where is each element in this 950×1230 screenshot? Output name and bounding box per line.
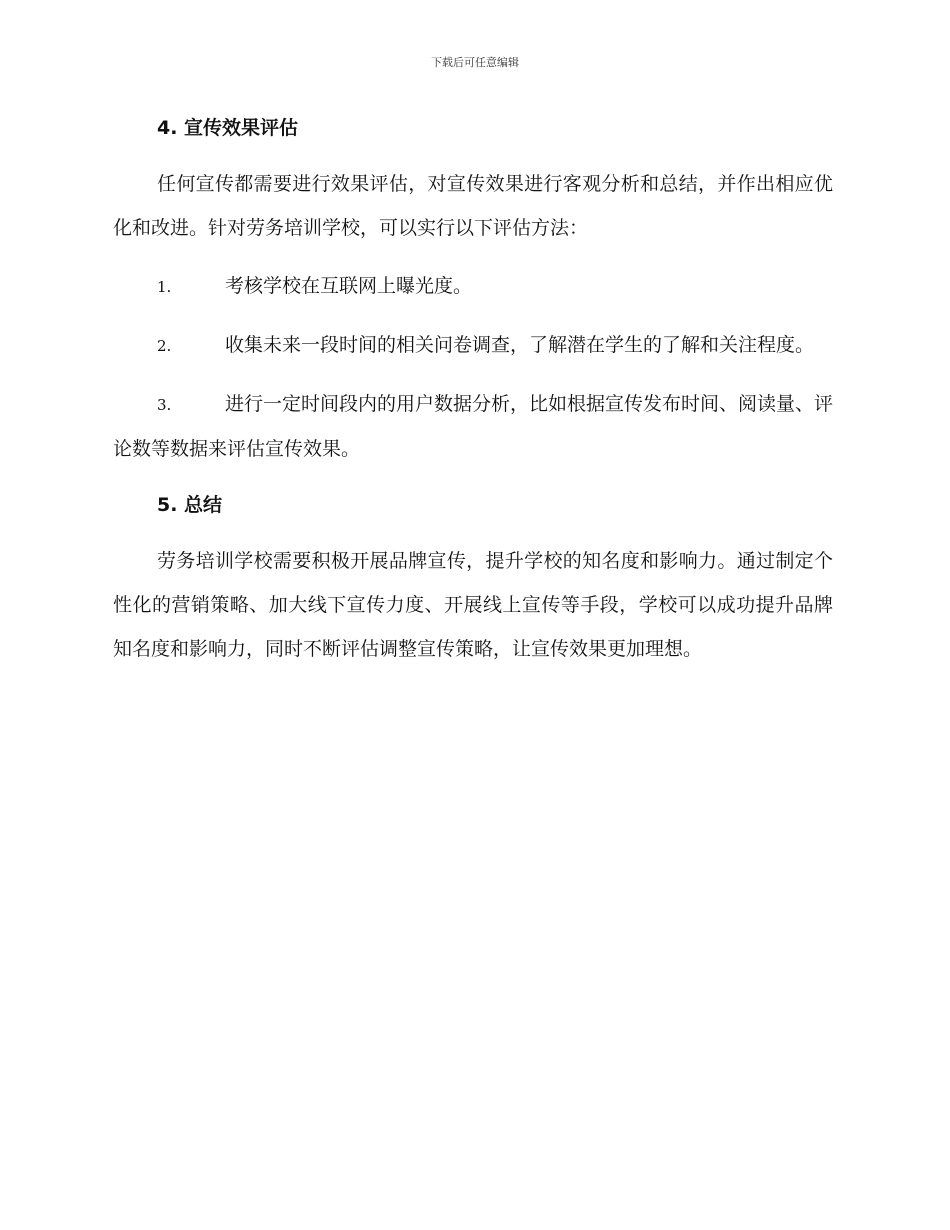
list-item-text: 考核学校在互联网上曝光度。 (225, 275, 473, 297)
section-heading-evaluation: 4. 宣传效果评估 (157, 117, 299, 139)
evaluation-list-item (113, 264, 833, 309)
document-content (113, 108, 833, 671)
evaluation-list-item (113, 323, 833, 368)
evaluation-intro-paragraph: 任何宣传都需要进行效果评估，对宣传效果进行客观分析和总结，并作出相应优化和改进。针对劳务培训学校，可以实行以下评估方法： (113, 173, 833, 239)
list-item-text: 收集未来一段时间的相关问卷调查，了解潜在学生的了解和关注程度。 (225, 334, 815, 356)
page-header: 下载后可任意编辑 (431, 56, 519, 69)
list-item-number: 1. (157, 278, 172, 296)
list-item-text: 进行一定时间段内的用户数据分析，比如根据宣传发布时间、阅读量、评论数等数据来评估宣传效果。 (113, 393, 834, 460)
list-item-number: 3. (157, 396, 172, 414)
section-heading-summary: 5. 总结 (157, 494, 223, 516)
list-item-number: 2. (157, 337, 172, 355)
summary-paragraph: 劳务培训学校需要积极开展品牌宣传，提升学校的知名度和影响力。通过制定个性化的营销策略、加大线下宣传力度、开展线上宣传等手段，学校可以成功提升品牌知名度和影响力，同时不断评估调整宣传策略，让宣传效果更加理想。 (113, 550, 833, 660)
evaluation-list-item (113, 382, 833, 471)
